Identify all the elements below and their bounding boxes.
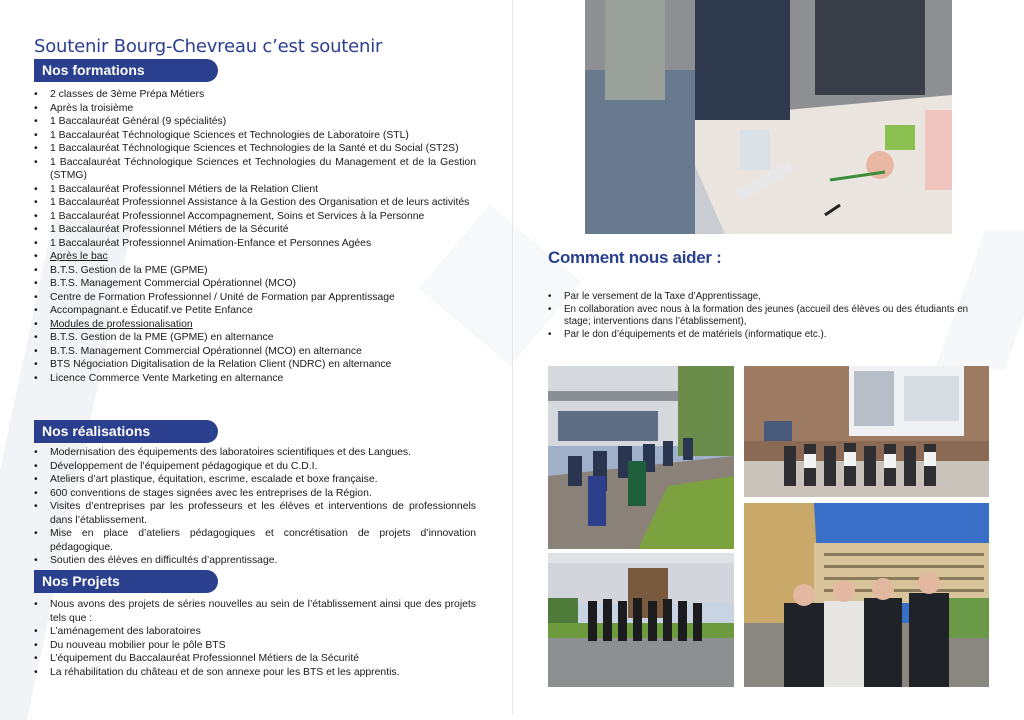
list-item: • Visites d’entreprises par les professeurs et les élèves et interventions de professionnels dans l’établissement. — [34, 500, 476, 527]
help-list — [548, 291, 992, 341]
list-item: • La réhabilitation du château et de son annexe pour les BTS et les apprentis. — [34, 666, 476, 680]
list-item: • 1 Baccalauréat Téchnologique Sciences et Technologies de la Santé et du Social (ST2S) — [34, 142, 476, 156]
page-title: Soutenir Bourg-Chevreau c’est soutenir — [34, 36, 383, 57]
section-heading-formations: Nos formations — [34, 59, 218, 82]
list-item: • Du nouveau mobilier pour le pôle BTS — [34, 639, 476, 653]
list-item: • 1 Baccalauréat Professionnel Animation-Enfance et Personnes Agées — [34, 237, 476, 251]
help-heading: Comment nous aider : — [548, 248, 722, 267]
page-fold-divider — [512, 0, 513, 714]
list-subheading: • Modules de professionalisation — [34, 318, 476, 332]
photo-students-running — [548, 366, 734, 549]
section-heading-projets: Nos Projets — [34, 570, 218, 593]
list-item: • L’équipement du Baccalauréat Professionnel Métiers de la Sécurité — [34, 652, 476, 666]
photo-students-working — [585, 0, 952, 234]
list-item: • Centre de Formation Professionnel / Unité de Formation par Apprentissage — [34, 291, 476, 305]
list-item: • B.T.S. Gestion de la PME (GPME) en alternance — [34, 331, 476, 345]
list-item: • Mise en place d’ateliers pédagogiques et concrétisation de projets d’innovation pédagogique. — [34, 527, 476, 554]
list-item: • Par le don d’équipements et de matériels (informatique etc.). — [548, 329, 992, 342]
list-item: • 1 Baccalauréat Professionnel Accompagnement, Soins et Services à la Personne — [34, 210, 476, 224]
section-heading-realisations: Nos réalisations — [34, 420, 218, 443]
list-item: • Après la troisième — [34, 102, 476, 116]
list-subheading: • Après le bac — [34, 250, 476, 264]
list-item: • Nous avons des projets de séries nouvelles au sein de l’établissement ainsi que des projets tels que : — [34, 598, 476, 625]
list-item: • B.T.S. Gestion de la PME (GPME) — [34, 264, 476, 278]
realisations-list — [34, 446, 476, 568]
list-item: • Soutien des élèves en difficultés d’apprentissage. — [34, 554, 476, 568]
list-item: • B.T.S. Management Commercial Opérationnel (MCO) — [34, 277, 476, 291]
list-item: • Accompagnant.e Éducatif.ve Petite Enfance — [34, 304, 476, 318]
list-item: • 1 Baccalauréat Téchnologique Sciences et Technologies du Management et de la Gestion (STMG) — [34, 156, 476, 183]
photo-conference-room — [744, 366, 989, 497]
list-item: • Ateliers d’art plastique, équitation, escrime, escalade et boxe française. — [34, 473, 476, 487]
list-item: • Licence Commerce Vente Marketing en alternance — [34, 372, 476, 386]
projets-list — [34, 598, 476, 679]
list-item: • BTS Négociation Digitalisation de la Relation Client (NDRC) en alternance — [34, 358, 476, 372]
list-item: • 1 Baccalauréat Professionnel Assistance à la Gestion des Organisation et de leurs activités — [34, 196, 476, 210]
photo-group-marching — [548, 553, 734, 687]
photo-students-group — [744, 503, 989, 687]
list-item: • Modernisation des équipements des laboratoires scientifiques et des Langues. — [34, 446, 476, 460]
list-item: • Développement de l’équipement pédagogique et du C.D.I. — [34, 460, 476, 474]
list-item: • 1 Baccalauréat Téchnologique Sciences et Technologies de Laboratoire (STL) — [34, 129, 476, 143]
list-item: • 600 conventions de stages signées avec les entreprises de la Région. — [34, 487, 476, 501]
list-item: • 2 classes de 3ème Prépa Métiers — [34, 88, 476, 102]
list-item: • L’aménagement des laboratoires — [34, 625, 476, 639]
list-item: • En collaboration avec nous à la formation des jeunes (accueil des élèves ou des étudiants en stage; interventions dans l’établissement), — [548, 304, 992, 329]
list-item: • Par le versement de la Taxe d’Apprentissage, — [548, 291, 992, 304]
list-item: • 1 Baccalauréat Général (9 spécialités) — [34, 115, 476, 129]
list-item: • B.T.S. Management Commercial Opérationnel (MCO) en alternance — [34, 345, 476, 359]
list-item: • 1 Baccalauréat Professionnel Métiers de la Sécurité — [34, 223, 476, 237]
list-item: • 1 Baccalauréat Professionnel Métiers de la Relation Client — [34, 183, 476, 197]
formations-list — [34, 88, 476, 385]
